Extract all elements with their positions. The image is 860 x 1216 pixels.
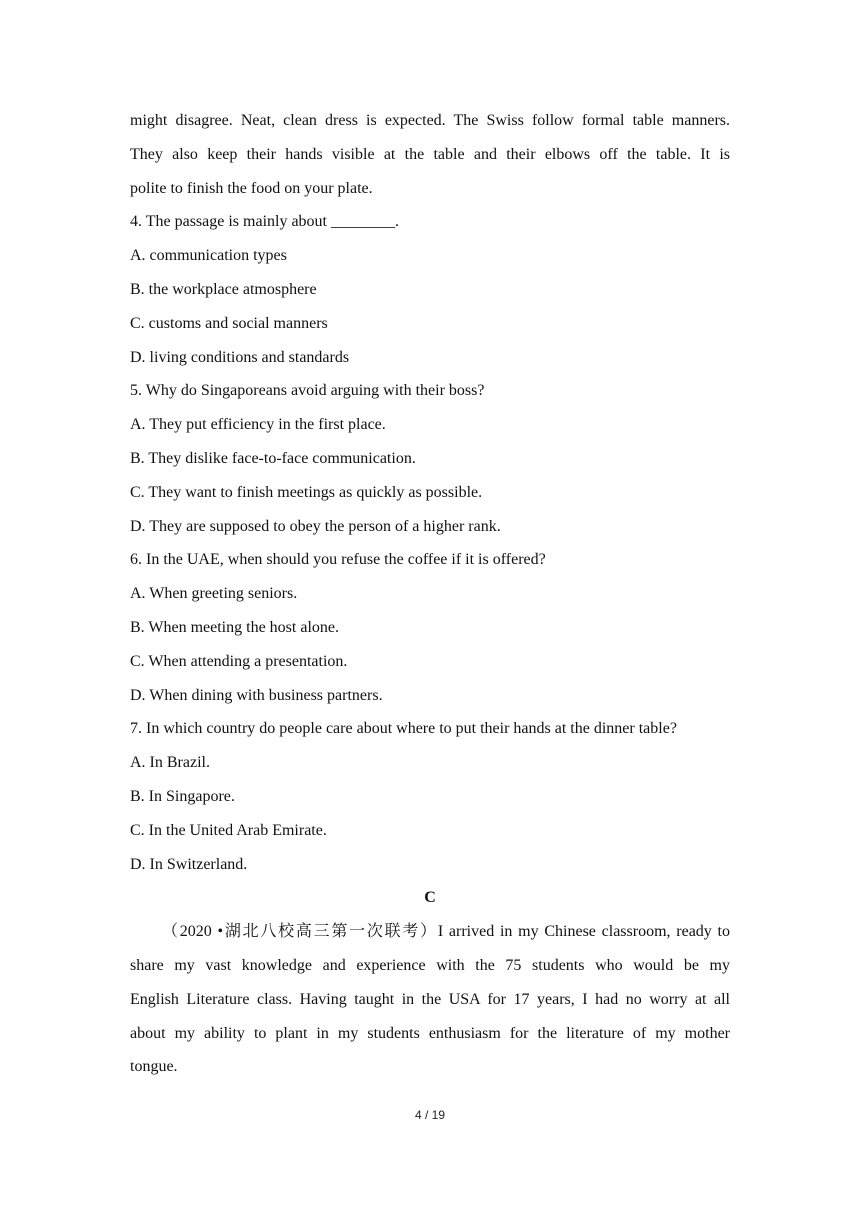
option-c: C. In the United Arab Emirate. [130,821,327,839]
question-stem: 7. In which country do people care about where to put their hands at the dinner table? [130,720,677,738]
option-d: D. They are supposed to obey the person of a higher rank. [130,517,501,535]
passage-b-line-2: They also keep their hands visible at the table and their elbows off the table. It is [130,145,730,163]
question-7 [130,712,730,881]
option-d: D. living conditions and standards [130,348,350,366]
passage-c-line-3: English Literature class. Having taught in the USA for 17 years, I had no worry at all [130,990,730,1008]
option-b: B. When meeting the host alone. [130,618,339,636]
passage-c-line-5: tongue. [130,1058,178,1076]
option-c: C. customs and social manners [130,314,328,332]
option-b: B. the workplace atmosphere [130,280,317,298]
passage-c-line-1: （2020 •湖北八校高三第一次联考）I arrived in my Chinese classroom, ready to [162,923,730,941]
option-b: B. In Singapore. [130,787,235,805]
option-d: D. When dining with business partners. [130,686,383,704]
question-6 [130,543,730,712]
option-a: A. When greeting seniors. [130,585,298,603]
passage-c-opening [130,915,730,1084]
option-a: A. They put efficiency in the first place. [130,416,386,434]
option-d: D. In Switzerland. [130,855,248,873]
question-stem: 5. Why do Singaporeans avoid arguing with their boss? [130,382,485,400]
passage-b-ending [130,104,730,205]
option-a: A. communication types [130,247,287,265]
section-heading-c: C [424,889,436,907]
option-c: C. They want to finish meetings as quickly as possible. [130,483,483,501]
passage-b-line-1: might disagree. Neat, clean dress is expected. The Swiss follow formal table manners. [130,112,730,129]
page-content [130,104,730,1084]
passage-c-line-2: share my vast knowledge and experience with the 75 students who would be my [130,956,730,974]
page-number: 4 / 19 [414,1108,446,1122]
question-stem: 6. In the UAE, when should you refuse the coffee if it is offered? [130,551,546,569]
option-b: B. They dislike face-to-face communication. [130,449,416,467]
option-a: A. In Brazil. [130,754,210,772]
passage-c-line-4: about my ability to plant in my students enthusiasm for the literature of my mother [130,1024,730,1042]
question-5 [130,374,730,543]
question-4 [130,205,730,374]
question-stem: 4. The passage is mainly about ________. [130,213,399,231]
option-c: C. When attending a presentation. [130,652,348,670]
passage-b-line-3: polite to finish the food on your plate. [130,179,373,197]
